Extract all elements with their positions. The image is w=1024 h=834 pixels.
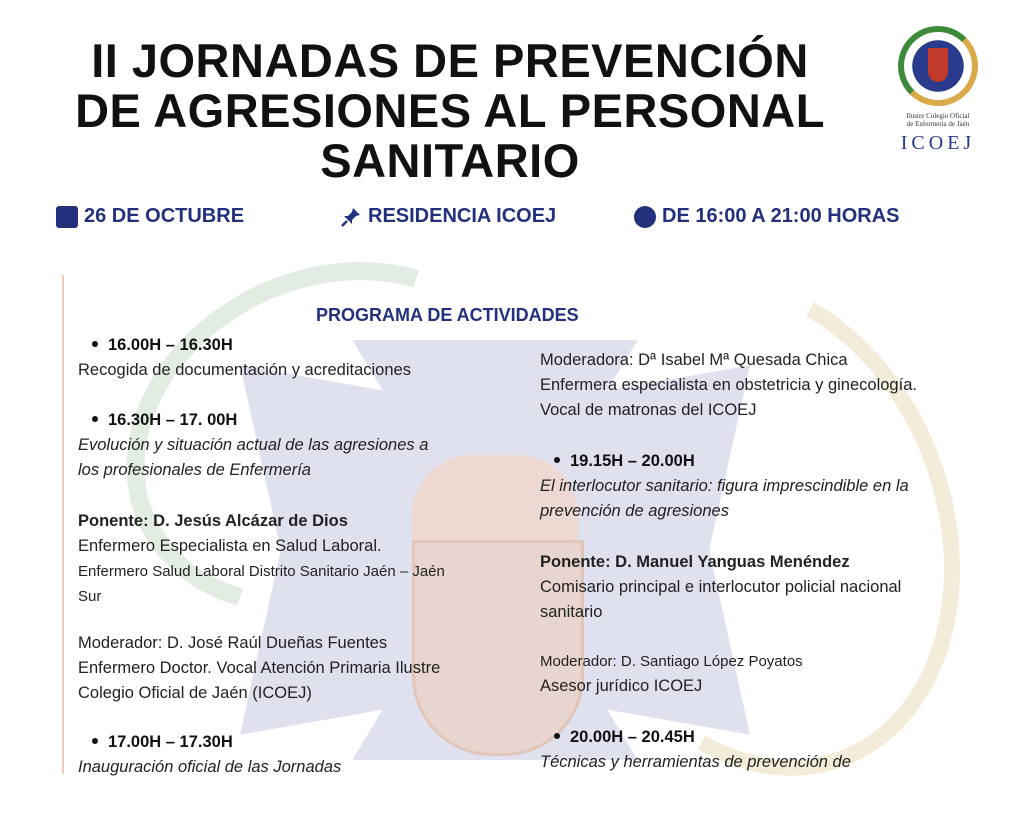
session-time: 20.00H – 20.45H: [540, 725, 1000, 750]
title-line-1: II JORNADAS DE PREVENCIÓN: [91, 34, 809, 87]
session-3: [78, 730, 518, 780]
logo-subtitle-line-2: de Enfermería de Jaén: [906, 120, 970, 128]
time-info: [634, 205, 900, 228]
calendar-icon: [56, 206, 78, 228]
moderator-name: Moderador: D. Santiago López Poyatos: [540, 653, 803, 670]
logo-subtitle: [890, 112, 986, 128]
speaker-name: Ponente: D. Manuel Yanguas Menéndez: [540, 553, 850, 571]
moderator-role: Asesor jurídico ICOEJ: [540, 677, 703, 695]
moderator-name: Moderador: D. José Raúl Dueñas Fuentes: [78, 634, 388, 652]
moderator-role-1: Enfermera especialista en obstetricia y ginecología.: [540, 376, 917, 394]
session-time: 19.15H – 20.00H: [540, 449, 1000, 474]
title-line-2: DE AGRESIONES AL PERSONAL: [75, 84, 825, 137]
speaker-role-1: Enfermero Especialista en Salud Laboral.: [78, 537, 382, 555]
logo-subtitle-line-1: Ilustre Colegio Oficial: [906, 112, 970, 120]
session-title-line-2: prevención de agresiones: [540, 502, 729, 520]
session-time: 16.00H – 16.30H: [78, 333, 518, 358]
title-line-3: SANITARIO: [320, 134, 580, 187]
place-info: [340, 205, 556, 228]
date-text: 26 DE OCTUBRE: [84, 205, 245, 227]
session-title-line-1: Evolución y situación actual de las agresiones a: [78, 436, 429, 454]
time-text: DE 16:00 A 21:00 HORAS: [662, 205, 900, 227]
speaker-role-2: Enfermero Salud Laboral Distrito Sanitario Jaén – Jaén: [78, 563, 445, 580]
session-title-line-2: los profesionales de Enfermería: [78, 461, 311, 479]
speaker-role-1: Comisario principal e interlocutor policial nacional: [540, 578, 902, 596]
session-1: [78, 333, 518, 383]
session-2: [78, 408, 518, 706]
clock-icon: [634, 206, 656, 228]
session-description: Recogida de documentación y acreditaciones: [78, 361, 411, 379]
session-description: Inauguración oficial de las Jornadas: [78, 758, 342, 776]
moderator-role-1: Enfermero Doctor. Vocal Atención Primaria Ilustre: [78, 659, 441, 677]
icoej-logo: [890, 26, 986, 155]
program-right-column: [540, 348, 1000, 775]
logo-emblem-icon: [898, 26, 978, 106]
speaker-name: Ponente: D. Jesús Alcázar de Dios: [78, 512, 348, 530]
moderator-role-2: Colegio Oficial de Jaén (ICOEJ): [78, 684, 312, 702]
session-time: 17.00H – 17.30H: [78, 730, 518, 755]
place-text: RESIDENCIA ICOEJ: [368, 205, 557, 227]
speaker-role-3: Sur: [78, 588, 102, 605]
session-title-line-1: El interlocutor sanitario: figura imprescindible en la: [540, 477, 909, 495]
logo-name: ICOEJ: [900, 132, 976, 154]
program-left-column: [78, 333, 518, 780]
moderator-name: Moderadora: Dª Isabel Mª Quesada Chica: [540, 351, 848, 369]
speaker-role-2: sanitario: [540, 603, 603, 621]
session-time: 16.30H – 17. 00H: [78, 408, 518, 433]
pin-icon: [340, 206, 362, 228]
session-description: Técnicas y herramientas de prevención de: [540, 753, 851, 771]
program-title: PROGRAMA DE ACTIVIDADES: [316, 305, 579, 325]
session-5: [540, 725, 1000, 775]
date-info: [56, 205, 244, 228]
session-4: [540, 449, 1000, 699]
page-title: [40, 36, 860, 186]
moderator-role-2: Vocal de matronas del ICOEJ: [540, 401, 757, 419]
decorative-line: [62, 275, 64, 774]
